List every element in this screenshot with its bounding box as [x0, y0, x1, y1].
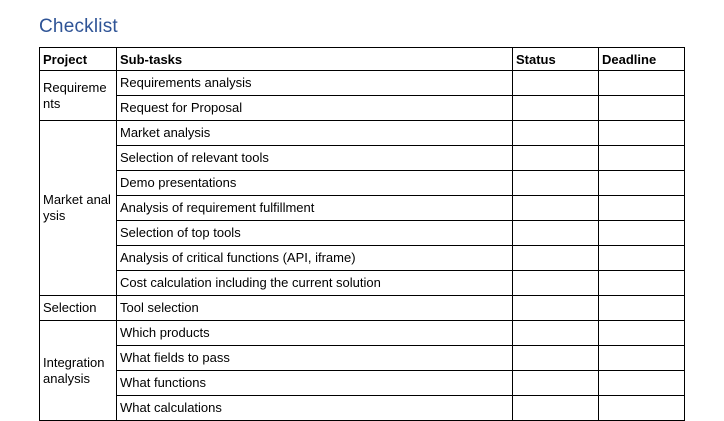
- table-row: [40, 371, 685, 396]
- table-row: [40, 221, 685, 246]
- subtask-cell: Request for Proposal: [117, 96, 513, 121]
- project-cell: Market analysis: [40, 121, 117, 296]
- subtask-cell: Selection of top tools: [117, 221, 513, 246]
- header-deadline: Deadline: [599, 48, 685, 71]
- deadline-cell[interactable]: [599, 321, 685, 346]
- header-status: Status: [513, 48, 599, 71]
- deadline-cell[interactable]: [599, 296, 685, 321]
- status-cell[interactable]: [513, 371, 599, 396]
- subtask-cell: What functions: [117, 371, 513, 396]
- deadline-cell[interactable]: [599, 221, 685, 246]
- status-cell[interactable]: [513, 396, 599, 421]
- deadline-cell[interactable]: [599, 146, 685, 171]
- status-cell[interactable]: [513, 196, 599, 221]
- status-cell[interactable]: [513, 121, 599, 146]
- table-row: [40, 196, 685, 221]
- deadline-cell[interactable]: [599, 396, 685, 421]
- project-cell: Requirements: [40, 71, 117, 121]
- table-row: [40, 121, 685, 146]
- table-row: [40, 171, 685, 196]
- status-cell[interactable]: [513, 346, 599, 371]
- status-cell[interactable]: [513, 71, 599, 96]
- status-cell[interactable]: [513, 271, 599, 296]
- deadline-cell[interactable]: [599, 121, 685, 146]
- subtask-cell: Selection of relevant tools: [117, 146, 513, 171]
- deadline-cell[interactable]: [599, 196, 685, 221]
- status-cell[interactable]: [513, 96, 599, 121]
- header-row: [40, 48, 685, 71]
- subtask-cell: Requirements analysis: [117, 71, 513, 96]
- header-project: Project: [40, 48, 117, 71]
- table-row: [40, 96, 685, 121]
- status-cell[interactable]: [513, 246, 599, 271]
- subtask-cell: What fields to pass: [117, 346, 513, 371]
- table-row: [40, 296, 685, 321]
- project-cell: Selection: [40, 296, 117, 321]
- document-title: Checklist: [39, 16, 118, 37]
- status-cell[interactable]: [513, 221, 599, 246]
- table-row: [40, 146, 685, 171]
- subtask-cell: Analysis of requirement fulfillment: [117, 196, 513, 221]
- deadline-cell[interactable]: [599, 271, 685, 296]
- deadline-cell[interactable]: [599, 171, 685, 196]
- deadline-cell[interactable]: [599, 246, 685, 271]
- deadline-cell[interactable]: [599, 371, 685, 396]
- subtask-cell: Analysis of critical functions (API, iframe): [117, 246, 513, 271]
- table-row: [40, 271, 685, 296]
- table-row: [40, 71, 685, 96]
- table-row: [40, 396, 685, 421]
- status-cell[interactable]: [513, 146, 599, 171]
- table-row: [40, 246, 685, 271]
- project-cell: Integration analysis: [40, 321, 117, 421]
- subtask-cell: Cost calculation including the current solution: [117, 271, 513, 296]
- subtask-cell: Market analysis: [117, 121, 513, 146]
- subtask-cell: What calculations: [117, 396, 513, 421]
- deadline-cell[interactable]: [599, 346, 685, 371]
- header-subtasks: Sub-tasks: [117, 48, 513, 71]
- subtask-cell: Tool selection: [117, 296, 513, 321]
- status-cell[interactable]: [513, 171, 599, 196]
- checklist-table: [39, 47, 685, 421]
- status-cell[interactable]: [513, 296, 599, 321]
- status-cell[interactable]: [513, 321, 599, 346]
- subtask-cell: Which products: [117, 321, 513, 346]
- table-row: [40, 321, 685, 346]
- deadline-cell[interactable]: [599, 71, 685, 96]
- subtask-cell: Demo presentations: [117, 171, 513, 196]
- table-row: [40, 346, 685, 371]
- deadline-cell[interactable]: [599, 96, 685, 121]
